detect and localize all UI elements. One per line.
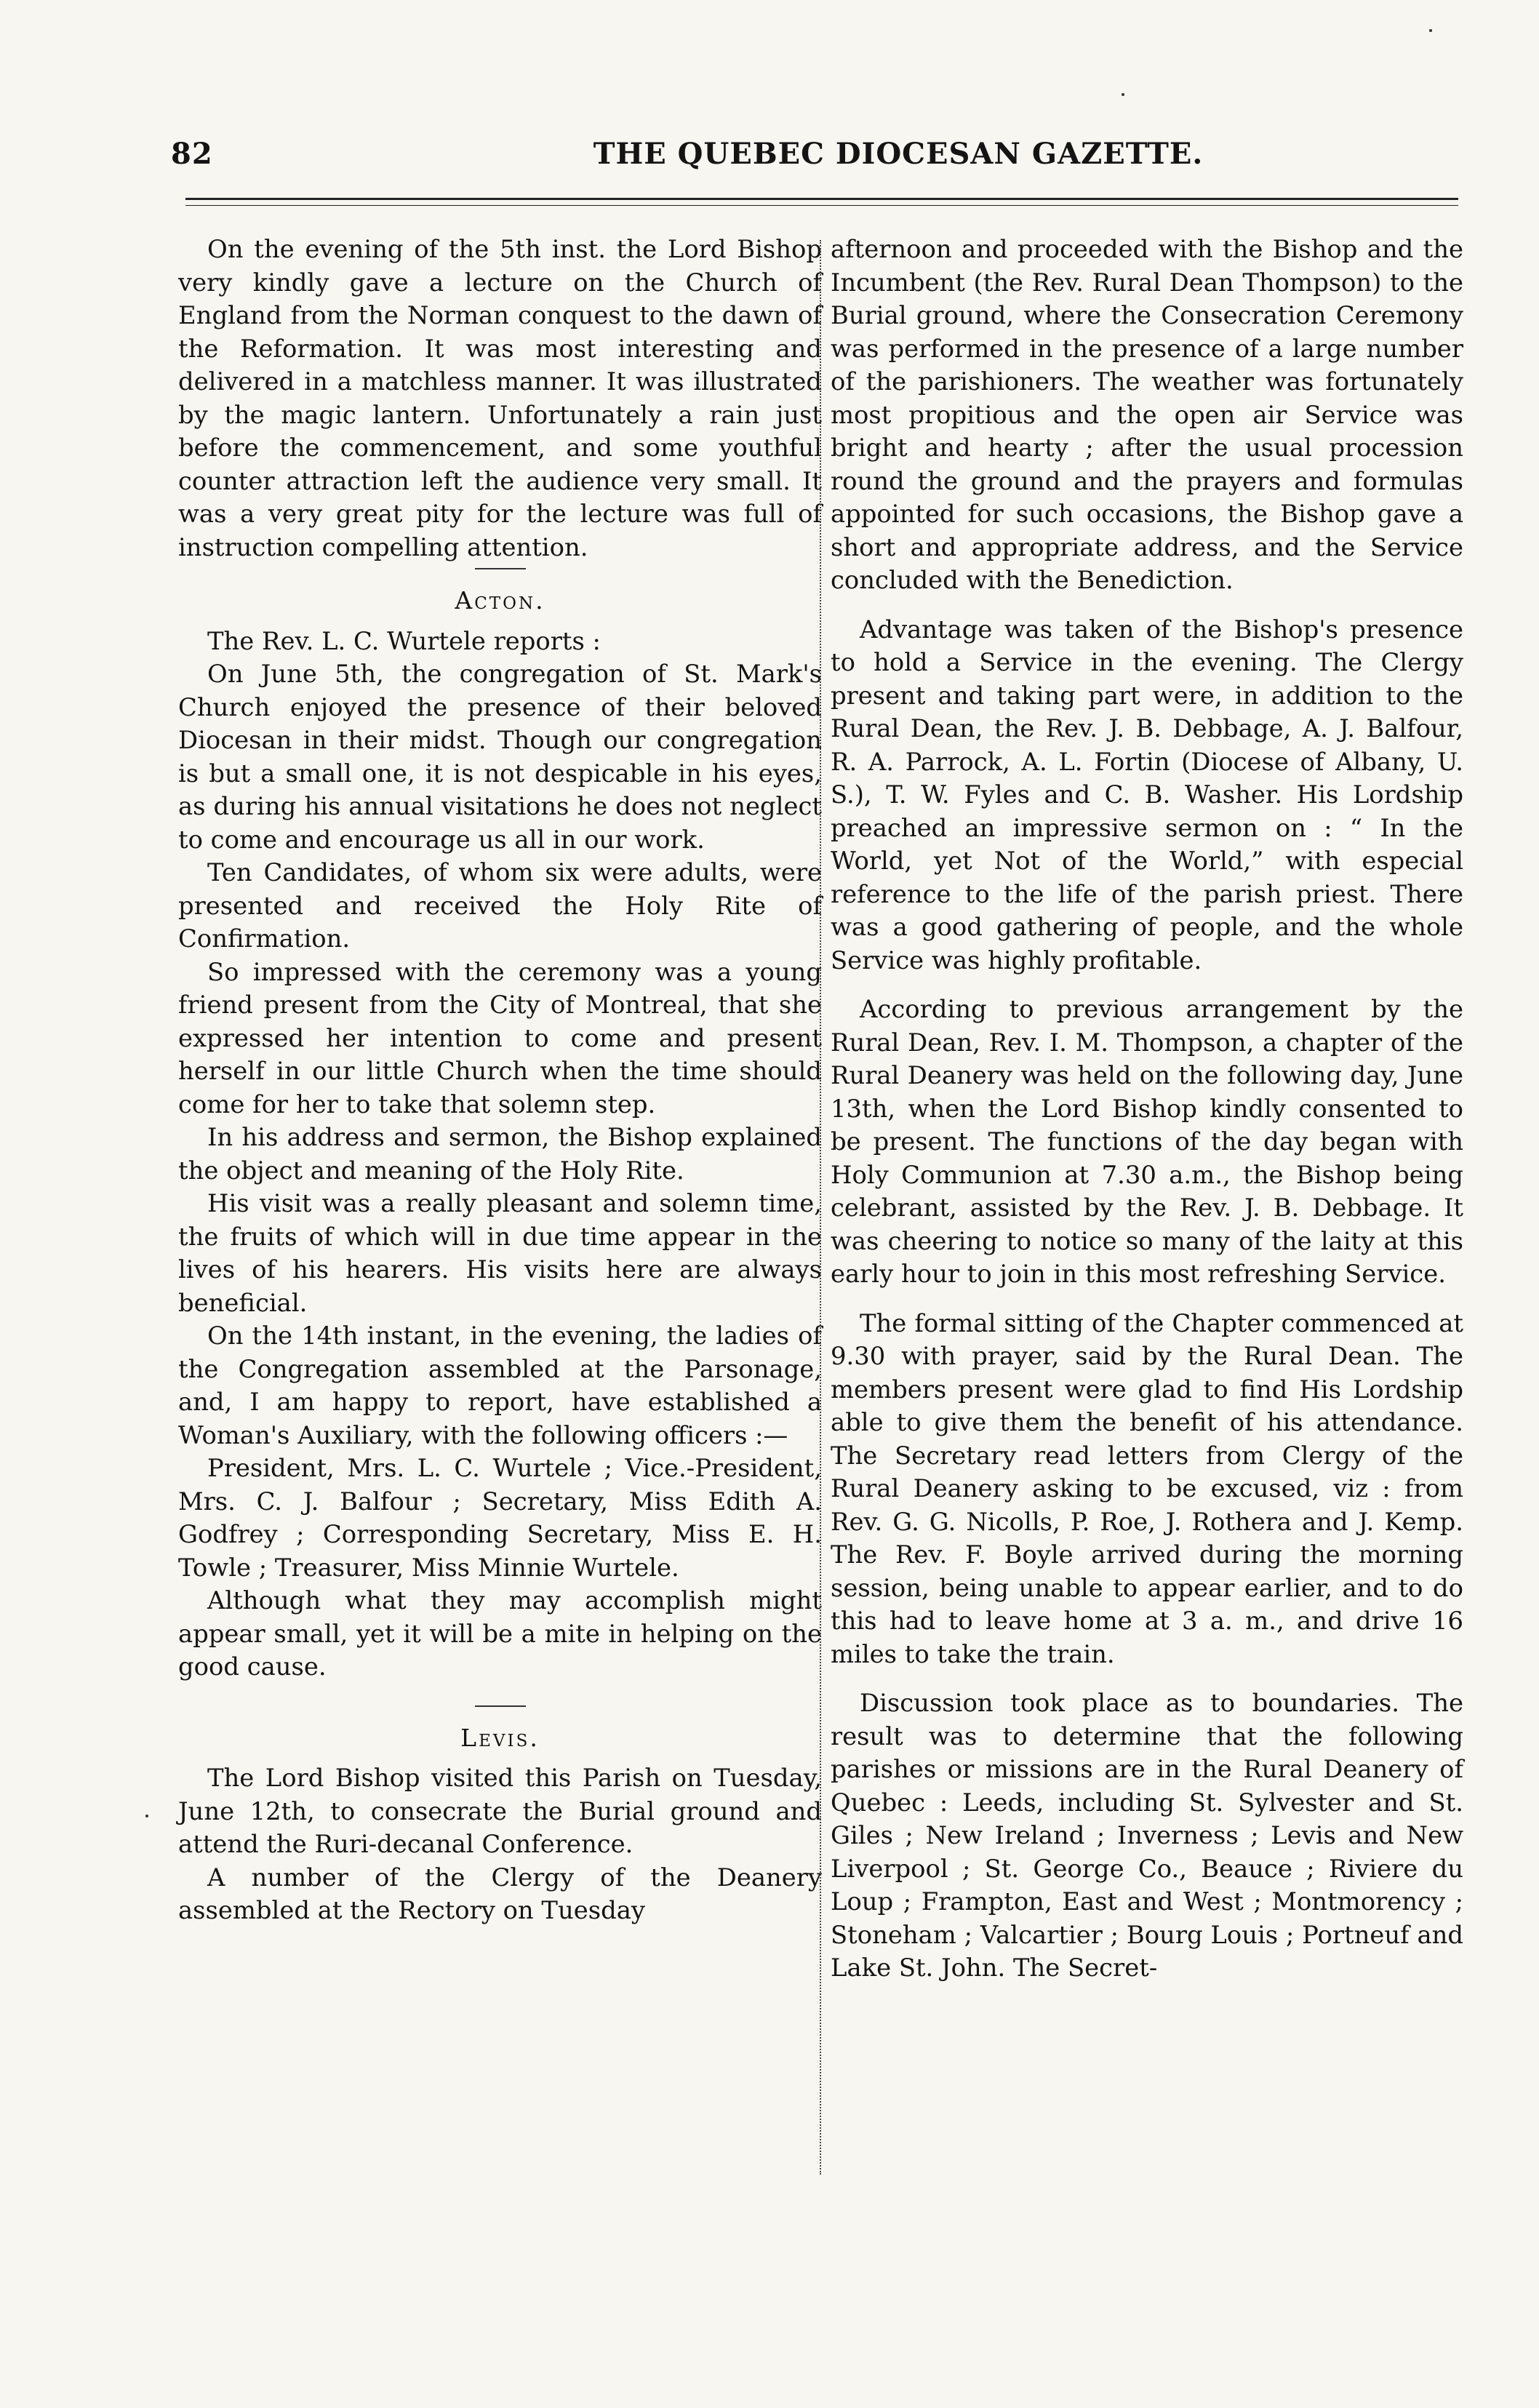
acton-paragraph: On the 14th instant, in the evening, the ladies of the Congregation assembled at the Parsonage, and, I am happy to report, have established a Woman's Auxiliary, with the following officers :— [178,1321,822,1449]
right-paragraph: According to previous arrangement by the Rural Dean, Rev. I. M. Thompson, a chapter of the Rural Deanery was held on the following day, June 13th, when the Lord Bishop kindly consented to be present. The functions of the day began with Holy Communion at 7.30 a.m., the Bishop being celebrant, assisted by the Rev. J. B. Debbage. It was cheering to notice so many of the laity at this early hour to join in this most refreshing Service. [831,995,1463,1288]
right-paragraph: Discussion took place as to boundaries. The result was to determine that the following parishes or missions are in the Rural Deanery of Quebec : Leeds, including St. Sylvester and St. Giles ; New Ireland ; Inverness ; Levis and New Liverpool ; St. George Co., Beauce ; Riviere du Loup ; Frampton, East and West ; Montmorency ; Stoneham ; Valcartier ; Bourg Louis ; Portneuf and Lake St. John. The Secret- [831,1689,1463,1982]
print-speck [145,1815,148,1817]
levis-paragraph: A number of the Clergy of the Deanery assembled at the Rectory on Tuesday [178,1863,822,1924]
running-title: THE QUEBEC DIOCESAN GAZETTE. [593,137,1204,171]
levis-paragraph: The Lord Bishop visited this Parish on Tuesday, June 12th, to consecrate the Burial ground and attend the Ruri-decanal Conference. [178,1764,822,1858]
column-divider [820,240,821,2175]
section-heading-acton: Acton. [455,586,545,615]
right-paragraph: Advantage was taken of the Bishop's presence to hold a Service in the evening. The Clergy present and taking part were, in addition to the Rural Dean, the Rev. J. B. Debbage, A. J. Balfour, R. A. Parrock, A. L. Fortin (Diocese of Albany, U. S.), T. W. Fyles and C. B. Washer. His Lordship preached an impressive sermon on : “ In the World, yet Not of the World,” with especial reference to the life of the parish priest. There was a good gathering of people, and the whole Service was highly profitable. [831,615,1463,975]
acton-paragraph: Ten Candidates, of whom six were adults, were presented and received the Holy Rite of Confirmation. [178,858,822,953]
acton-paragraph: The Rev. L. C. Wurtele reports : [207,626,601,655]
acton-paragraph: In his address and sermon, the Bishop explained the object and meaning of the Holy Rite. [178,1123,822,1185]
page-number: 82 [171,137,213,171]
section-divider [475,1705,526,1707]
acton-paragraph: So impressed with the ceremony was a young friend present from the City of Montreal, that she expressed her intention to come and present herself in our little Church when the time should come for her to take that solemn step. [178,957,822,1119]
print-speck [1122,93,1124,96]
right-paragraph: The formal sitting of the Chapter commenced at 9.30 with prayer, said by the Rural Dean. The members present were glad to find His Lordship able to give them the benefit of his attendance. The Secretary read letters from Clergy of the Rural Deanery asking to be excused, viz : from Rev. G. G. Nicolls, P. Roe, J. Rothera and J. Kemp. The Rev. F. Boyle arrived during the morning session, being unable to appear earlier, and to do this had to leave home at 3 a. m., and drive 16 miles to take the train. [831,1308,1463,1668]
acton-paragraph: Although what they may accomplish might appear small, yet it will be a mite in helping on the good cause. [178,1586,822,1681]
section-heading-levis: Levis. [460,1723,540,1752]
section-divider [475,568,526,569]
page-header [171,137,1458,180]
print-speck [1429,29,1432,32]
acton-paragraph: On June 5th, the congregation of St. Mark's Church enjoyed the presence of their beloved Diocesan in their midst. Though our congregation is but a small one, it is not despicable in his eyes, as during his annual visitations he does not neglect to come and encourage us all in our work. [178,660,822,854]
acton-paragraph: His visit was a really pleasant and solemn time, the fruits of which will in due time appear in the lives of his hearers. His visits here are always beneficial. [178,1189,822,1317]
left-column [178,233,822,1927]
right-column [831,233,1463,1985]
header-rule-thin [185,205,1458,206]
right-paragraph: afternoon and proceeded with the Bishop and the Incumbent (the Rev. Rural Dean Thompson) to the Burial ground, where the Consecration Ceremony was performed in the presence of a large number of the parishioners. The weather was fortunately most propitious and the open air Service was bright and hearty ; after the usual procession round the ground and the prayers and formulas appointed for such occasions, the Bishop gave a short and appropriate address, and the Service concluded with the Benediction. [831,235,1463,594]
acton-paragraph: President, Mrs. L. C. Wurtele ; Vice.-President, Mrs. C. J. Balfour ; Secretary, Miss Edith A. Godfrey ; Corresponding Secretary, Miss E. H. Towle ; Treasurer, Miss Minnie Wurtele. [178,1454,822,1582]
intro-paragraph: On the evening of the 5th inst. the Lord Bishop very kindly gave a lecture on the Church of England from the Norman conquest to the dawn of the Reformation. It was most interesting and delivered in a matchless manner. It was illustrated by the magic lantern. Unfortunately a rain just before the commencement, and some youthful counter attraction left the audience very small. It was a very great pity for the lecture was full of instruction compelling attention. [178,235,822,561]
header-rule [185,198,1458,200]
